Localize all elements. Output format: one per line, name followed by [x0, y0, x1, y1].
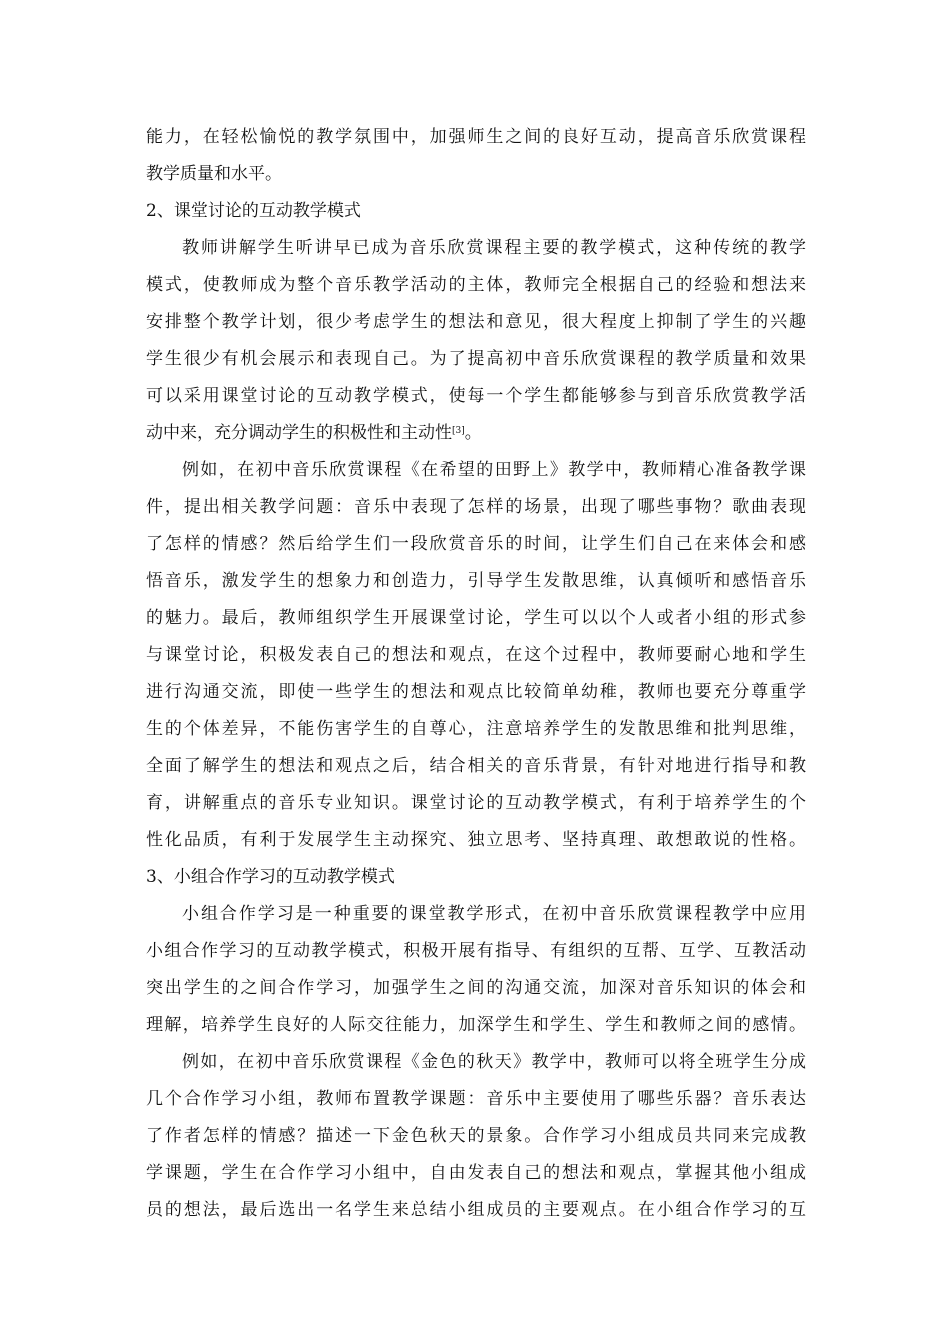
body-text-line: 员的想法，最后选出一名学生来总结小组成员的主要观点。在小组合作学习的互	[146, 1200, 806, 1220]
body-text-line: 件，提出相关教学问题：音乐中表现了怎样的场景，出现了哪些事物？歌曲表现	[146, 497, 806, 517]
body-text-line: 悟音乐，激发学生的想象力和创造力，引导学生发散思维，认真倾听和感悟音乐	[146, 571, 806, 591]
body-text-line: 例如，在初中音乐欣赏课程《在希望的田野上》教学中，教师精心准备教学课	[182, 460, 806, 480]
body-text-line: 几个合作学习小组，教师布置教学课题：音乐中主要使用了哪些乐器？音乐表达	[146, 1089, 806, 1109]
body-text-line: 与课堂讨论，积极发表自己的想法和观点，在这个过程中，教师要耐心地和学生	[146, 645, 806, 665]
body-text-line: 小组合作学习的互动教学模式，积极开展有指导、有组织的互帮、互学、互教活动	[146, 941, 806, 961]
section-heading: 2、课堂讨论的互动教学模式	[146, 201, 361, 221]
body-text-line: 小组合作学习是一种重要的课堂教学形式，在初中音乐欣赏课程教学中应用	[182, 904, 806, 924]
body-text-line: 模式，使教师成为整个音乐教学活动的主体，教师完全根据自己的经验和想法来	[146, 275, 806, 295]
body-text-line: 学生很少有机会展示和表现自己。为了提高初中音乐欣赏课程的教学质量和效果	[146, 349, 806, 369]
body-text-line: 突出学生的之间合作学习，加强学生之间的沟通交流，加深对音乐知识的体会和	[146, 978, 806, 998]
body-text-line: 安排整个教学计划，很少考虑学生的想法和意见，很大程度上抑制了学生的兴趣	[146, 312, 806, 332]
body-text-line: 育，讲解重点的音乐专业知识。课堂讨论的互动教学模式，有利于培养学生的个	[146, 793, 806, 813]
body-text-fragment: 。	[464, 423, 482, 443]
body-text-line: 能力，在轻松愉悦的教学氛围中，加强师生之间的良好互动，提高音乐欣赏课程	[146, 127, 806, 147]
body-text-line: 性化品质，有利于发展学生主动探究、独立思考、坚持真理、敢想敢说的性格。	[146, 830, 806, 850]
section-heading: 3、小组合作学习的互动教学模式	[146, 867, 395, 887]
body-text-line-with-citation	[146, 422, 806, 444]
body-text-line: 例如，在初中音乐欣赏课程《金色的秋天》教学中，教师可以将全班学生分成	[182, 1052, 806, 1072]
body-text-fragment: 动中来，充分调动学生的积极性和主动性	[146, 423, 452, 443]
body-text-line: 教学质量和水平。	[146, 164, 282, 184]
body-text-line: 理解，培养学生良好的人际交往能力，加深学生和学生、学生和教师之间的感情。	[146, 1015, 806, 1035]
body-text-line: 全面了解学生的想法和观点之后，结合相关的音乐背景，有针对地进行指导和教	[146, 756, 806, 776]
body-text-line: 进行沟通交流，即使一些学生的想法和观点比较简单幼稚，教师也要充分尊重学	[146, 682, 806, 702]
body-text-line: 了作者怎样的情感？描述一下金色秋天的景象。合作学习小组成员共同来完成教	[146, 1126, 806, 1146]
body-text-line: 教师讲解学生听讲早已成为音乐欣赏课程主要的教学模式，这种传统的教学	[182, 238, 806, 258]
body-text-line: 学课题，学生在合作学习小组中，自由发表自己的想法和观点，掌握其他小组成	[146, 1163, 806, 1183]
body-text-line: 可以采用课堂讨论的互动教学模式，使每一个学生都能够参与到音乐欣赏教学活	[146, 386, 806, 406]
citation-marker: [3]	[452, 426, 465, 436]
body-text-line: 的魅力。最后，教师组织学生开展课堂讨论，学生可以以个人或者小组的形式参	[146, 608, 806, 628]
body-text-line: 生的个体差异，不能伤害学生的自尊心，注意培养学生的发散思维和批判思维，	[146, 719, 806, 739]
body-text-line: 了怎样的情感？然后给学生们一段欣赏音乐的时间，让学生们自己在来体会和感	[146, 534, 806, 554]
